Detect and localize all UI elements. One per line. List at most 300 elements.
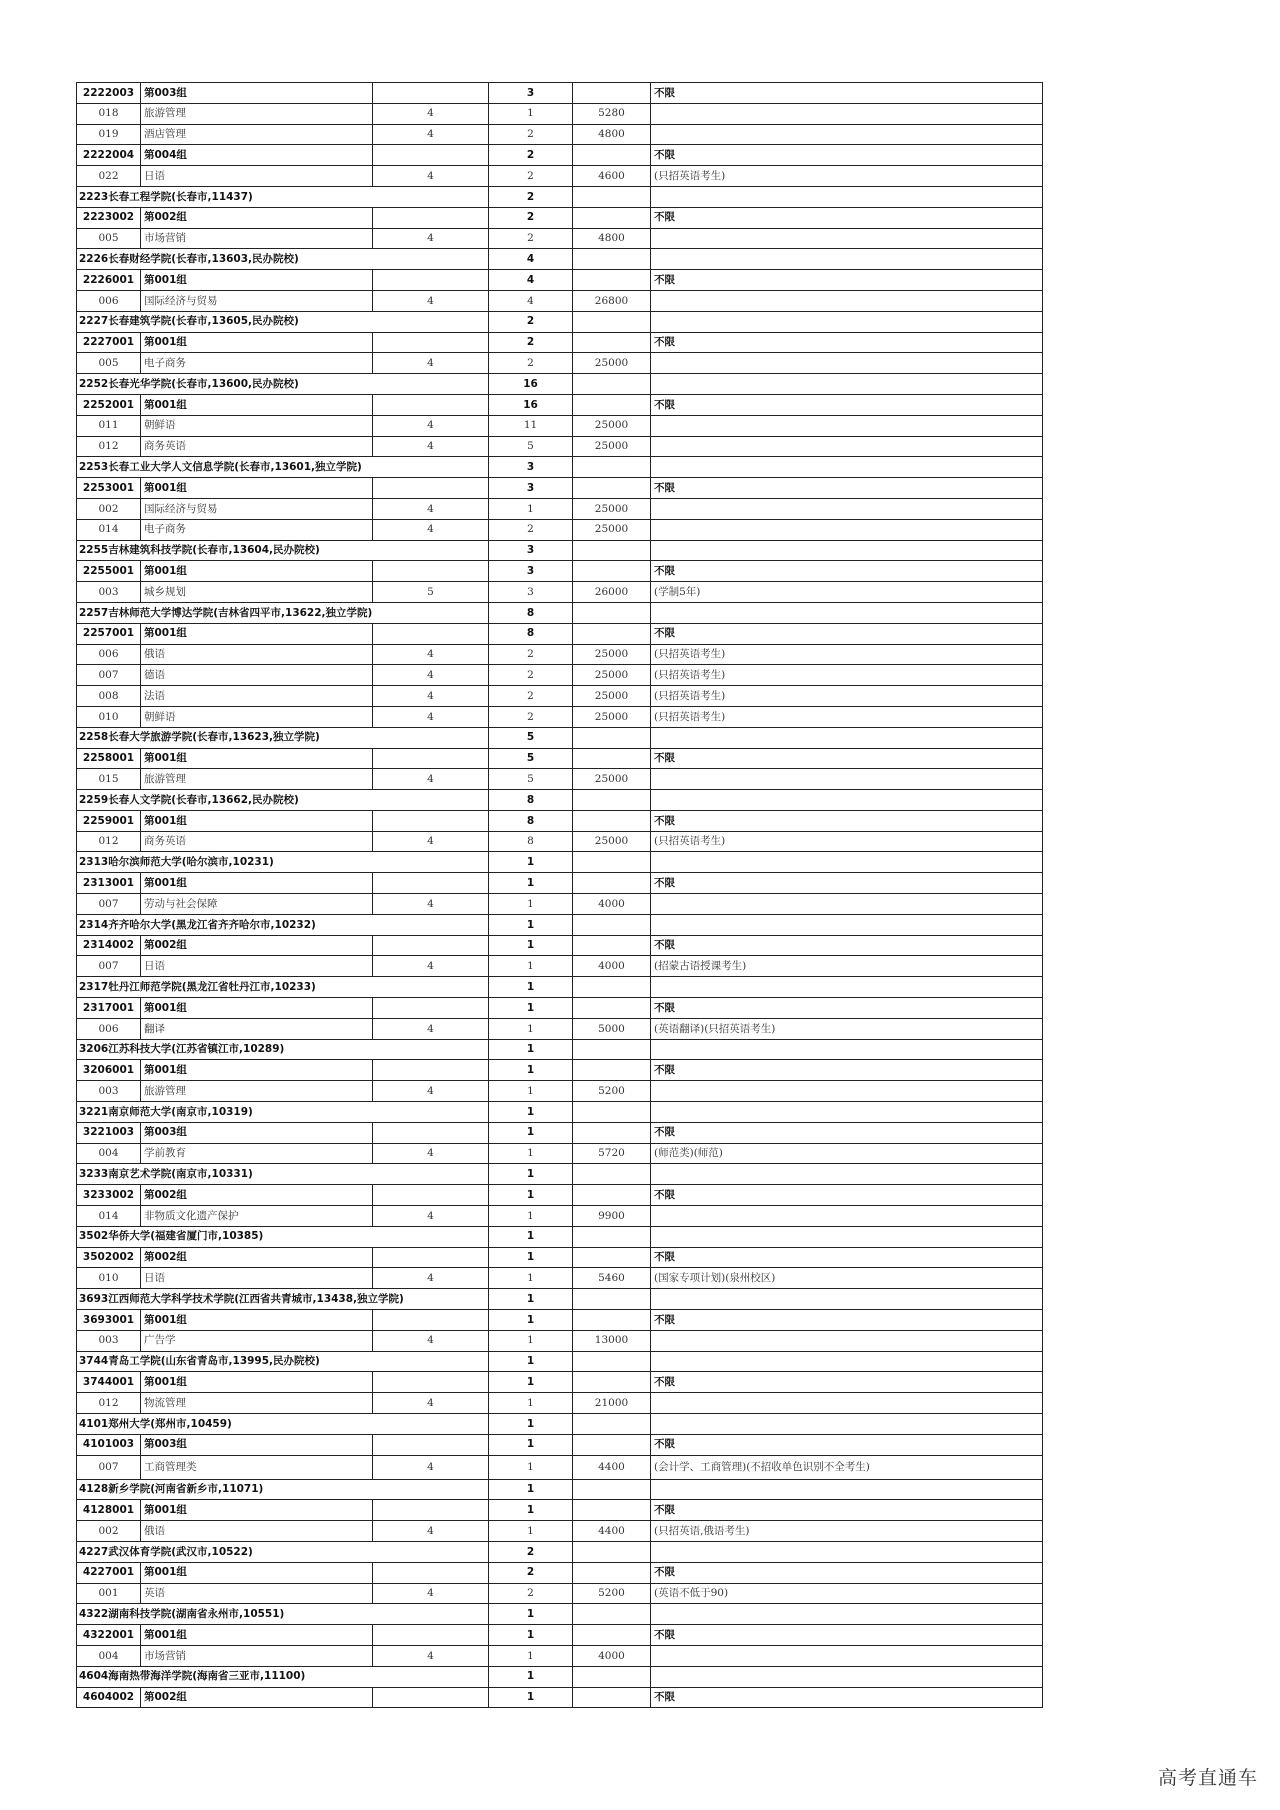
- note-cell: 不限: [651, 1185, 1043, 1206]
- fee-cell: [573, 311, 651, 332]
- major-row: [77, 415, 1043, 436]
- group-name-cell: 第002组: [141, 207, 373, 228]
- plan-count-cell: 2: [489, 166, 573, 187]
- note-cell: [651, 498, 1043, 519]
- fee-cell: 5000: [573, 1018, 651, 1039]
- group-name-cell: 第001组: [141, 748, 373, 769]
- group-code-cell: 4604002: [77, 1687, 141, 1708]
- years-cell: [373, 998, 489, 1019]
- major-row: [77, 1583, 1043, 1604]
- fee-cell: 4000: [573, 1645, 651, 1666]
- plan-count-cell: 2: [489, 1562, 573, 1583]
- plan-count-cell: 8: [489, 810, 573, 831]
- major-row: [77, 1455, 1043, 1479]
- note-cell: [651, 1666, 1043, 1687]
- plan-count-cell: 5: [489, 769, 573, 790]
- fee-cell: 13000: [573, 1330, 651, 1351]
- note-cell: 不限: [651, 207, 1043, 228]
- major-code-cell: 014: [77, 1206, 141, 1227]
- major-code-cell: 019: [77, 124, 141, 145]
- plan-count-cell: 1: [489, 1604, 573, 1625]
- major-name-cell: 俄语: [141, 644, 373, 665]
- school-name-cell: 2313哈尔滨师范大学(哈尔滨市,10231): [77, 852, 489, 873]
- note-cell: 不限: [651, 935, 1043, 956]
- years-cell: 4: [373, 124, 489, 145]
- years-cell: 4: [373, 1143, 489, 1164]
- plan-count-cell: 8: [489, 790, 573, 811]
- group-row: [77, 935, 1043, 956]
- group-name-cell: 第001组: [141, 1500, 373, 1521]
- plan-count-cell: 1: [489, 1185, 573, 1206]
- plan-count-cell: 1: [489, 1479, 573, 1500]
- fee-cell: 25000: [573, 706, 651, 727]
- group-name-cell: 第001组: [141, 1625, 373, 1646]
- years-cell: 4: [373, 1583, 489, 1604]
- note-cell: (国家专项计划)(泉州校区): [651, 1268, 1043, 1289]
- years-cell: [373, 83, 489, 104]
- years-cell: [373, 1122, 489, 1143]
- major-code-cell: 012: [77, 436, 141, 457]
- group-code-cell: 2257001: [77, 623, 141, 644]
- plan-count-cell: 1: [489, 1247, 573, 1268]
- fee-cell: 4600: [573, 166, 651, 187]
- major-code-cell: 011: [77, 415, 141, 436]
- school-name-cell: 2317牡丹江师范学院(黑龙江省牡丹江市,10233): [77, 977, 489, 998]
- plan-count-cell: 2: [489, 311, 573, 332]
- school-name-cell: 2227长春建筑学院(长春市,13605,民办院校): [77, 311, 489, 332]
- plan-count-cell: 1: [489, 1521, 573, 1542]
- school-name-cell: 3221南京师范大学(南京市,10319): [77, 1102, 489, 1123]
- plan-count-cell: 4: [489, 249, 573, 270]
- group-name-cell: 第002组: [141, 1687, 373, 1708]
- major-row: [77, 894, 1043, 915]
- fee-cell: [573, 1122, 651, 1143]
- school-row: [77, 1414, 1043, 1435]
- school-name-cell: 2223长春工程学院(长春市,11437): [77, 186, 489, 207]
- major-row: [77, 519, 1043, 540]
- fee-cell: 25000: [573, 665, 651, 686]
- major-row: [77, 290, 1043, 311]
- major-row: [77, 1393, 1043, 1414]
- group-name-cell: 第001组: [141, 1372, 373, 1393]
- plan-count-cell: 2: [489, 665, 573, 686]
- plan-count-cell: 1: [489, 914, 573, 935]
- note-cell: [651, 1081, 1043, 1102]
- group-row: [77, 748, 1043, 769]
- major-row: [77, 582, 1043, 603]
- note-cell: [651, 1226, 1043, 1247]
- major-name-cell: 翻译: [141, 1018, 373, 1039]
- group-name-cell: 第002组: [141, 1247, 373, 1268]
- group-code-cell: 2253001: [77, 478, 141, 499]
- plan-count-cell: 1: [489, 852, 573, 873]
- group-code-cell: 2255001: [77, 561, 141, 582]
- major-name-cell: 旅游管理: [141, 769, 373, 790]
- group-code-cell: 2317001: [77, 998, 141, 1019]
- school-name-cell: 2252长春光华学院(长春市,13600,民办院校): [77, 374, 489, 395]
- years-cell: 4: [373, 665, 489, 686]
- group-name-cell: 第001组: [141, 478, 373, 499]
- years-cell: [373, 623, 489, 644]
- fee-cell: 5200: [573, 1081, 651, 1102]
- group-name-cell: 第001组: [141, 394, 373, 415]
- fee-cell: [573, 1434, 651, 1455]
- group-name-cell: 第002组: [141, 935, 373, 956]
- plan-count-cell: 2: [489, 353, 573, 374]
- note-cell: [651, 1645, 1043, 1666]
- group-row: [77, 1500, 1043, 1521]
- note-cell: 不限: [651, 478, 1043, 499]
- major-code-cell: 012: [77, 1393, 141, 1414]
- school-row: [77, 540, 1043, 561]
- group-row: [77, 332, 1043, 353]
- years-cell: [373, 394, 489, 415]
- plan-count-cell: 1: [489, 1434, 573, 1455]
- group-row: [77, 207, 1043, 228]
- major-name-cell: 德语: [141, 665, 373, 686]
- plan-count-cell: 1: [489, 1102, 573, 1123]
- plan-count-cell: 2: [489, 332, 573, 353]
- school-row: [77, 374, 1043, 395]
- note-cell: [651, 1351, 1043, 1372]
- school-name-cell: 4604海南热带海洋学院(海南省三亚市,11100): [77, 1666, 489, 1687]
- school-name-cell: 3693江西师范大学科学技术学院(江西省共青城市,13438,独立学院): [77, 1289, 489, 1310]
- years-cell: [373, 1247, 489, 1268]
- group-code-cell: 2227001: [77, 332, 141, 353]
- group-code-cell: 4101003: [77, 1434, 141, 1455]
- fee-cell: [573, 998, 651, 1019]
- fee-cell: 25000: [573, 769, 651, 790]
- fee-cell: 25000: [573, 644, 651, 665]
- major-name-cell: 城乡规划: [141, 582, 373, 603]
- note-cell: (只招英语考生): [651, 831, 1043, 852]
- group-code-cell: 3502002: [77, 1247, 141, 1268]
- group-row: [77, 998, 1043, 1019]
- major-row: [77, 436, 1043, 457]
- fee-cell: [573, 1479, 651, 1500]
- major-row: [77, 124, 1043, 145]
- note-cell: [651, 1164, 1043, 1185]
- group-code-cell: 2258001: [77, 748, 141, 769]
- fee-cell: 4000: [573, 956, 651, 977]
- note-cell: [651, 436, 1043, 457]
- fee-cell: 5200: [573, 1583, 651, 1604]
- note-cell: (只招英语考生): [651, 706, 1043, 727]
- years-cell: 4: [373, 519, 489, 540]
- major-row: [77, 665, 1043, 686]
- group-name-cell: 第003组: [141, 1122, 373, 1143]
- major-name-cell: 广告学: [141, 1330, 373, 1351]
- fee-cell: [573, 1185, 651, 1206]
- fee-cell: [573, 1687, 651, 1708]
- school-row: [77, 790, 1043, 811]
- fee-cell: 25000: [573, 519, 651, 540]
- years-cell: [373, 561, 489, 582]
- major-name-cell: 电子商务: [141, 353, 373, 374]
- plan-count-cell: 3: [489, 582, 573, 603]
- years-cell: [373, 810, 489, 831]
- major-code-cell: 007: [77, 894, 141, 915]
- plan-count-cell: 2: [489, 186, 573, 207]
- plan-count-cell: 1: [489, 1060, 573, 1081]
- plan-count-cell: 2: [489, 686, 573, 707]
- fee-cell: [573, 249, 651, 270]
- major-row: [77, 956, 1043, 977]
- school-row: [77, 852, 1043, 873]
- school-row: [77, 1102, 1043, 1123]
- note-cell: (会计学、工商管理)(不招收单色识别不全考生): [651, 1455, 1043, 1479]
- major-row: [77, 1268, 1043, 1289]
- note-cell: (师范类)(师范): [651, 1143, 1043, 1164]
- school-name-cell: 4322湖南科技学院(湖南省永州市,10551): [77, 1604, 489, 1625]
- years-cell: [373, 332, 489, 353]
- note-cell: [651, 103, 1043, 124]
- fee-cell: [573, 332, 651, 353]
- years-cell: 5: [373, 582, 489, 603]
- major-name-cell: 酒店管理: [141, 124, 373, 145]
- years-cell: 4: [373, 894, 489, 915]
- major-code-cell: 012: [77, 831, 141, 852]
- major-name-cell: 商务英语: [141, 436, 373, 457]
- watermark-text: 高考直通车: [1157, 1767, 1258, 1789]
- major-code-cell: 006: [77, 1018, 141, 1039]
- years-cell: [373, 935, 489, 956]
- group-row: [77, 1247, 1043, 1268]
- major-code-cell: 007: [77, 665, 141, 686]
- plan-count-cell: 5: [489, 436, 573, 457]
- note-cell: [651, 415, 1043, 436]
- fee-cell: [573, 1604, 651, 1625]
- fee-cell: [573, 1102, 651, 1123]
- group-row: [77, 623, 1043, 644]
- group-code-cell: 2259001: [77, 810, 141, 831]
- note-cell: 不限: [651, 1687, 1043, 1708]
- major-code-cell: 007: [77, 956, 141, 977]
- major-code-cell: 022: [77, 166, 141, 187]
- school-row: [77, 311, 1043, 332]
- plan-count-cell: 1: [489, 1310, 573, 1331]
- plan-count-cell: 1: [489, 1039, 573, 1060]
- major-row: [77, 103, 1043, 124]
- plan-count-cell: 2: [489, 644, 573, 665]
- fee-cell: [573, 1060, 651, 1081]
- school-row: [77, 1666, 1043, 1687]
- note-cell: [651, 894, 1043, 915]
- major-name-cell: 物流管理: [141, 1393, 373, 1414]
- note-cell: 不限: [651, 394, 1043, 415]
- years-cell: 4: [373, 1521, 489, 1542]
- major-code-cell: 006: [77, 290, 141, 311]
- plan-count-cell: 2: [489, 519, 573, 540]
- plan-count-cell: 1: [489, 1687, 573, 1708]
- years-cell: [373, 1310, 489, 1331]
- major-name-cell: 朝鲜语: [141, 415, 373, 436]
- plan-count-cell: 3: [489, 457, 573, 478]
- note-cell: (英语翻译)(只招英语考生): [651, 1018, 1043, 1039]
- years-cell: 4: [373, 228, 489, 249]
- years-cell: 4: [373, 1206, 489, 1227]
- major-name-cell: 非物质文化遗产保护: [141, 1206, 373, 1227]
- group-name-cell: 第003组: [141, 83, 373, 104]
- group-row: [77, 478, 1043, 499]
- school-row: [77, 602, 1043, 623]
- plan-count-cell: 1: [489, 103, 573, 124]
- group-row: [77, 1122, 1043, 1143]
- years-cell: 4: [373, 686, 489, 707]
- group-row: [77, 561, 1043, 582]
- plan-count-cell: 16: [489, 374, 573, 395]
- note-cell: [651, 519, 1043, 540]
- major-row: [77, 1206, 1043, 1227]
- group-name-cell: 第001组: [141, 270, 373, 291]
- plan-count-cell: 4: [489, 270, 573, 291]
- major-row: [77, 353, 1043, 374]
- years-cell: 4: [373, 1018, 489, 1039]
- note-cell: [651, 977, 1043, 998]
- fee-cell: 5280: [573, 103, 651, 124]
- note-cell: [651, 1479, 1043, 1500]
- major-row: [77, 1143, 1043, 1164]
- fee-cell: [573, 561, 651, 582]
- major-code-cell: 008: [77, 686, 141, 707]
- group-row: [77, 1687, 1043, 1708]
- years-cell: [373, 748, 489, 769]
- years-cell: [373, 1185, 489, 1206]
- major-name-cell: 学前教育: [141, 1143, 373, 1164]
- note-cell: [651, 1604, 1043, 1625]
- note-cell: [651, 914, 1043, 935]
- plan-count-cell: 1: [489, 1645, 573, 1666]
- fee-cell: [573, 145, 651, 166]
- note-cell: 不限: [651, 1625, 1043, 1646]
- major-code-cell: 005: [77, 228, 141, 249]
- plan-count-cell: 1: [489, 873, 573, 894]
- school-row: [77, 977, 1043, 998]
- fee-cell: 25000: [573, 831, 651, 852]
- plan-count-cell: 1: [489, 1666, 573, 1687]
- major-name-cell: 市场营销: [141, 228, 373, 249]
- fee-cell: [573, 1414, 651, 1435]
- years-cell: [373, 270, 489, 291]
- group-row: [77, 1060, 1043, 1081]
- plan-count-cell: 3: [489, 540, 573, 561]
- years-cell: 4: [373, 290, 489, 311]
- school-row: [77, 186, 1043, 207]
- note-cell: [651, 852, 1043, 873]
- fee-cell: 21000: [573, 1393, 651, 1414]
- fee-cell: [573, 540, 651, 561]
- group-code-cell: 2223002: [77, 207, 141, 228]
- years-cell: [373, 1687, 489, 1708]
- years-cell: 4: [373, 644, 489, 665]
- plan-count-cell: 1: [489, 1414, 573, 1435]
- note-cell: [651, 1289, 1043, 1310]
- plan-count-cell: 3: [489, 83, 573, 104]
- note-cell: [651, 249, 1043, 270]
- years-cell: [373, 1434, 489, 1455]
- plan-count-cell: 1: [489, 977, 573, 998]
- note-cell: [651, 1414, 1043, 1435]
- group-code-cell: 3744001: [77, 1372, 141, 1393]
- plan-count-cell: 11: [489, 415, 573, 436]
- school-row: [77, 1604, 1043, 1625]
- major-name-cell: 日语: [141, 1268, 373, 1289]
- major-name-cell: 电子商务: [141, 519, 373, 540]
- major-name-cell: 日语: [141, 166, 373, 187]
- group-name-cell: 第001组: [141, 1562, 373, 1583]
- plan-count-cell: 2: [489, 1541, 573, 1562]
- group-code-cell: 3221003: [77, 1122, 141, 1143]
- plan-count-cell: 1: [489, 498, 573, 519]
- school-row: [77, 457, 1043, 478]
- years-cell: 4: [373, 436, 489, 457]
- plan-count-cell: 1: [489, 1268, 573, 1289]
- note-cell: 不限: [651, 332, 1043, 353]
- fee-cell: [573, 394, 651, 415]
- fee-cell: [573, 186, 651, 207]
- note-cell: 不限: [651, 873, 1043, 894]
- school-row: [77, 1226, 1043, 1247]
- fee-cell: [573, 1500, 651, 1521]
- years-cell: 4: [373, 1268, 489, 1289]
- plan-count-cell: 1: [489, 1393, 573, 1414]
- years-cell: [373, 1625, 489, 1646]
- fee-cell: 5720: [573, 1143, 651, 1164]
- group-name-cell: 第003组: [141, 1434, 373, 1455]
- group-row: [77, 1625, 1043, 1646]
- major-name-cell: 工商管理类: [141, 1455, 373, 1479]
- major-name-cell: 俄语: [141, 1521, 373, 1542]
- major-name-cell: 旅游管理: [141, 103, 373, 124]
- note-cell: [651, 457, 1043, 478]
- fee-cell: 26800: [573, 290, 651, 311]
- years-cell: [373, 207, 489, 228]
- plan-count-cell: 1: [489, 1289, 573, 1310]
- plan-count-cell: 2: [489, 706, 573, 727]
- major-name-cell: 市场营销: [141, 1645, 373, 1666]
- fee-cell: [573, 1289, 651, 1310]
- major-name-cell: 劳动与社会保障: [141, 894, 373, 915]
- fee-cell: [573, 1625, 651, 1646]
- fee-cell: 25000: [573, 436, 651, 457]
- fee-cell: [573, 1351, 651, 1372]
- plan-count-cell: 5: [489, 727, 573, 748]
- major-code-cell: 010: [77, 706, 141, 727]
- major-row: [77, 769, 1043, 790]
- fee-cell: [573, 810, 651, 831]
- plan-count-cell: 1: [489, 1226, 573, 1247]
- years-cell: 4: [373, 1330, 489, 1351]
- years-cell: 4: [373, 498, 489, 519]
- major-code-cell: 003: [77, 1081, 141, 1102]
- note-cell: 不限: [651, 1434, 1043, 1455]
- note-cell: (只招英语考生): [651, 686, 1043, 707]
- school-name-cell: 2314齐齐哈尔大学(黑龙江省齐齐哈尔市,10232): [77, 914, 489, 935]
- plan-count-cell: 2: [489, 1583, 573, 1604]
- note-cell: (只招英语考生): [651, 665, 1043, 686]
- school-name-cell: 3744青岛工学院(山东省青岛市,13995,民办院校): [77, 1351, 489, 1372]
- plan-count-cell: 2: [489, 145, 573, 166]
- school-row: [77, 1351, 1043, 1372]
- note-cell: 不限: [651, 1500, 1043, 1521]
- major-code-cell: 003: [77, 582, 141, 603]
- group-name-cell: 第001组: [141, 623, 373, 644]
- major-code-cell: 005: [77, 353, 141, 374]
- group-row: [77, 1372, 1043, 1393]
- note-cell: [651, 374, 1043, 395]
- years-cell: 4: [373, 1455, 489, 1479]
- school-row: [77, 914, 1043, 935]
